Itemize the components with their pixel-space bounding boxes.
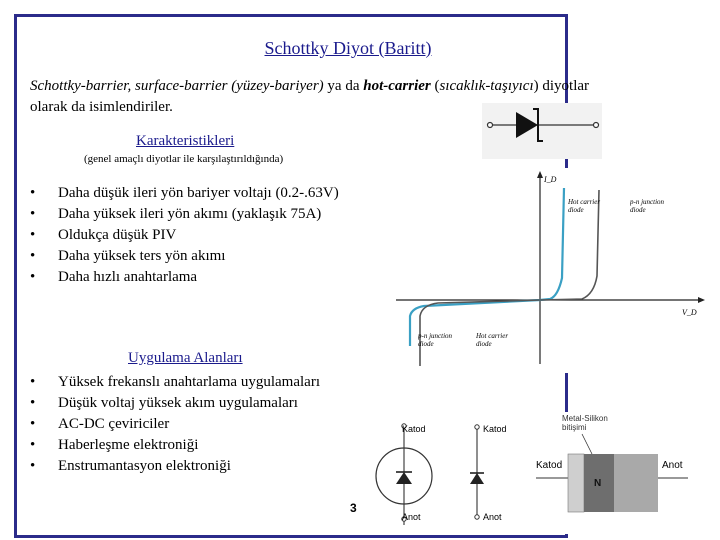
applications-heading: Uygulama Alanları	[128, 350, 243, 366]
page-number: 3	[350, 501, 357, 515]
intro-term-schottky: Schottky-barrier, surface-barrier (yüzey-bariyer)	[30, 78, 324, 94]
anot-side-label: Anot	[662, 460, 683, 471]
characteristics-note: (genel amaçlı diyotlar ile karşılaştırıldığında)	[84, 153, 284, 165]
metal-layer	[568, 454, 584, 512]
contact-region	[614, 454, 658, 512]
characteristics-heading: Karakteristikleri	[136, 133, 235, 149]
list-item: • Düşük voltaj yüksek akım uygulamaları	[30, 393, 375, 414]
label-pn-reverse: p-n junction diode	[418, 332, 453, 348]
characteristics-list	[30, 183, 370, 288]
list-item: • AC-DC çeviriciler	[30, 414, 375, 435]
intro-text-1: ya da	[323, 78, 364, 94]
junction-label: Metal-Silikon bitişimi	[562, 414, 608, 432]
intro-term-sicaklik: sıcaklık-taşıyıcı	[439, 78, 534, 94]
label-pn-forward: p-n junction diode	[630, 198, 665, 214]
list-item: • Oldukça düşük PIV	[30, 225, 370, 246]
list-item: • Yüksek frekanslı anahtarlama uygulamaları	[30, 372, 375, 393]
label-hot-carrier-forward: Hot carrier diode	[568, 198, 601, 214]
construction-diagram	[370, 412, 694, 534]
diode1-anot-label: Anot	[402, 512, 421, 522]
iv-graph	[392, 168, 710, 373]
list-item: • Daha yüksek ileri yön akımı (yaklaşık 75A)	[30, 204, 370, 225]
list-item: • Daha düşük ileri yön bariyer voltajı (0.2-.63V)	[30, 183, 370, 204]
intro-text-2: (	[430, 78, 440, 94]
list-item: • Enstrumantasyon elektroniği	[30, 456, 375, 477]
symbol-terminal-left	[488, 123, 493, 128]
intro-text-3: ) diyotlar olarak da isimlendiriler.	[30, 78, 590, 115]
diode2-terminal-top	[475, 425, 479, 429]
diode2-katod-label: Katod	[483, 424, 507, 434]
katod-side-label: Katod	[536, 460, 563, 471]
label-hot-carrier-reverse: Hot carrier diode	[476, 332, 509, 348]
intro-term-hot-carrier: hot-carrier	[363, 78, 431, 94]
diode2-terminal-bottom	[475, 515, 479, 519]
applications-list	[30, 372, 375, 477]
n-region-label: N	[594, 478, 602, 489]
x-axis-label: V_D	[682, 308, 697, 317]
diode2-anot-label: Anot	[483, 512, 502, 522]
list-item: • Haberleşme elektroniği	[30, 435, 375, 456]
list-item: • Daha hızlı anahtarlama	[30, 267, 370, 288]
symbol-terminal-right	[594, 123, 599, 128]
y-axis-label: I_D	[544, 175, 557, 184]
diode1-katod-label: Katod	[402, 424, 426, 434]
schottky-symbol	[482, 103, 602, 159]
slide-title: Schottky Diyot (Baritt)	[264, 38, 432, 58]
list-item: • Daha yüksek ters yön akımı	[30, 246, 370, 267]
